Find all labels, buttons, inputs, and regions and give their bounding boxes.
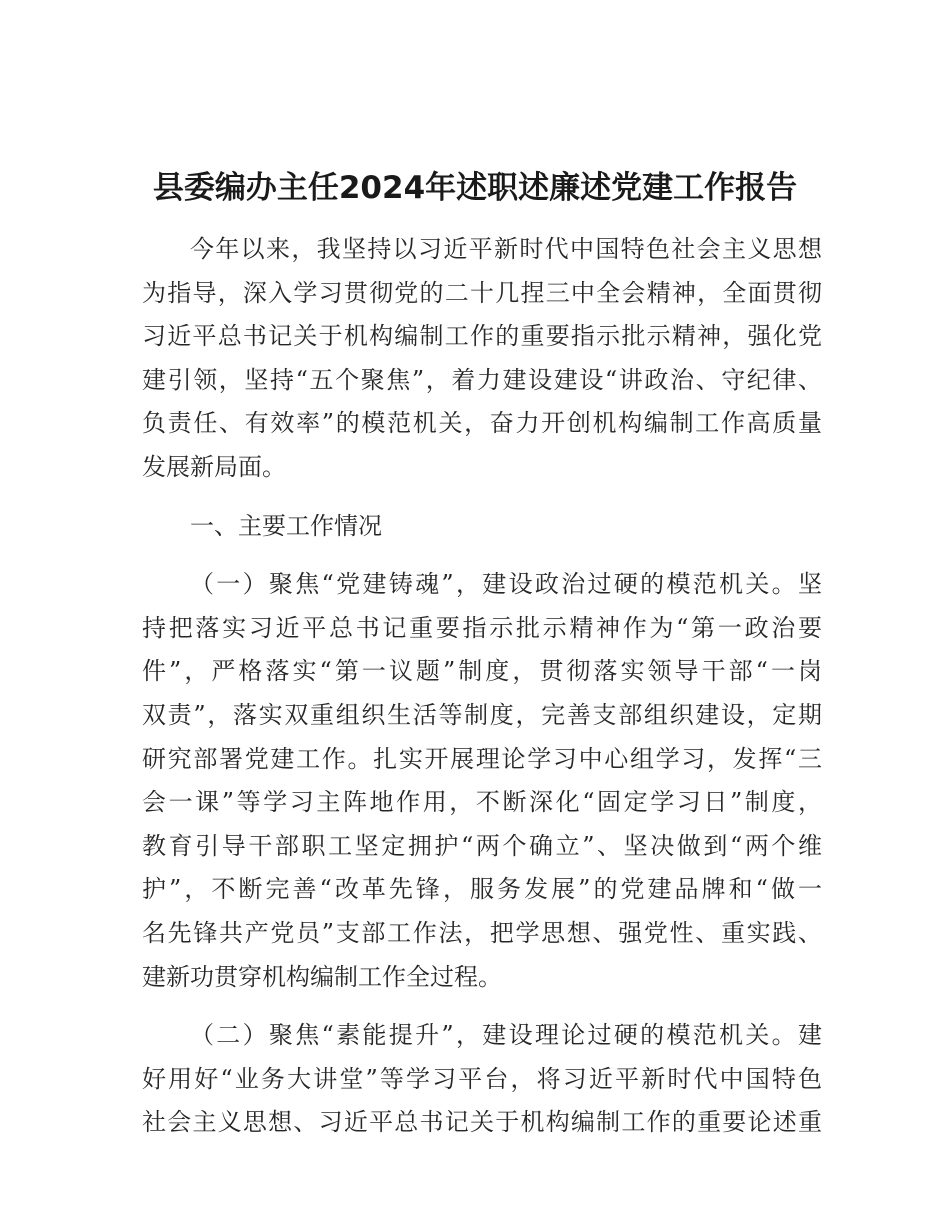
text-line: 社会主义思想、习近平总书记关于机构编制工作的重要论述重 — [142, 1108, 822, 1137]
text-line: 为指导，深入学习贯彻党的二十几捏三中全会精神，全面贯彻 — [142, 278, 822, 307]
text-line: 双责”，落实双重组织生活等制度，完善支部组织建设，定期 — [142, 700, 822, 729]
text-line: 建引领，坚持“五个聚焦”，着力建设建设“讲政治、守纪律、 — [142, 365, 822, 394]
text-line: 发展新局面。 — [142, 452, 286, 481]
text-line: 护”，不断完善“改革先锋，服务发展”的党建品牌和“做一 — [142, 875, 822, 904]
text-line: 研究部署党建工作。扎实开展理论学习中心组学习，发挥“三 — [142, 744, 822, 773]
text-line: 习近平总书记关于机构编制工作的重要指示批示精神，强化党 — [142, 322, 822, 351]
text-line: （二）聚焦“素能提升”，建设理论过硬的模范机关。建 — [190, 1021, 822, 1050]
text-line: 会一课”等学习主阵地作用，不断深化“固定学习日”制度， — [142, 788, 822, 817]
paragraph-intro — [142, 228, 822, 490]
paragraph-section-1-1 — [142, 563, 822, 999]
document-body — [142, 228, 822, 1145]
text-line: 建新功贯穿机构编制工作全过程。 — [142, 962, 502, 991]
text-line: （一）聚焦“党建铸魂”，建设政治过硬的模范机关。坚 — [190, 570, 822, 599]
text-line: 持把落实习近平总书记重要指示批示精神作为“第一政治要 — [142, 613, 822, 642]
heading-text: 一、主要工作情况 — [190, 511, 382, 540]
text-line: 好用好“业务大讲堂”等学习平台，将习近平新时代中国特色 — [142, 1064, 822, 1093]
section-heading — [142, 505, 822, 549]
text-line: 今年以来，我坚持以习近平新时代中国特色社会主义思想 — [190, 235, 822, 263]
document-title: 县委编办主任2024年述职述廉述党建工作报告 — [152, 170, 798, 206]
text-line: 负责任、有效率”的模范机关，奋力开创机构编制工作高质量 — [142, 409, 822, 438]
text-line: 名先锋共产党员”支部工作法，把学思想、强党性、重实践、 — [142, 918, 822, 947]
paragraph-section-1-2 — [142, 1014, 822, 1145]
text-line: 件”，严格落实“第一议题”制度，贯彻落实领导干部“一岗 — [142, 657, 822, 686]
text-line: 教育引导干部职工坚定拥护“两个确立”、坚决做到“两个维 — [142, 831, 822, 860]
